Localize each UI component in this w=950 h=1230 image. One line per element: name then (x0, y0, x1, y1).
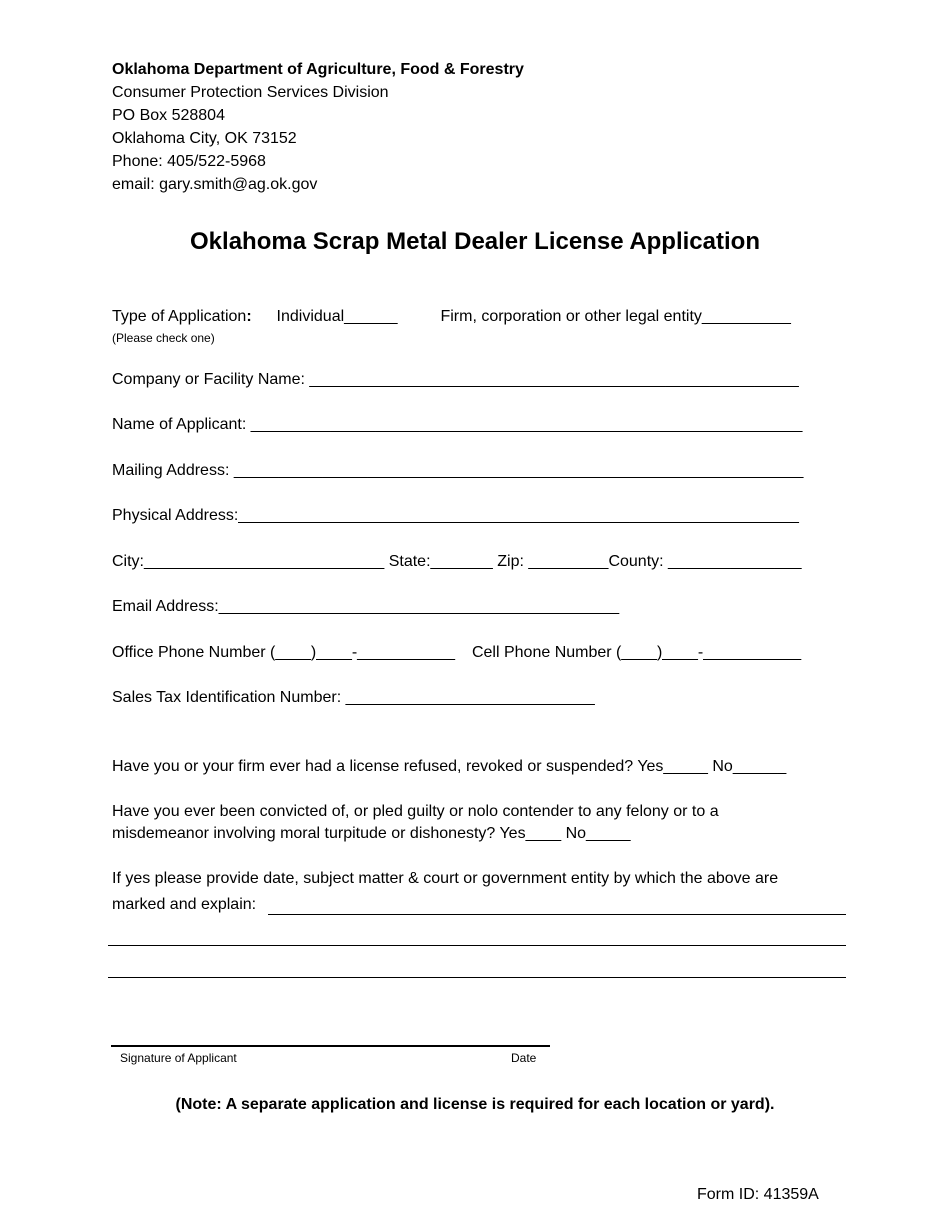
type-individual-field[interactable]: Individual______ (276, 308, 398, 325)
company-name-field[interactable]: Company or Facility Name: _______________________________________________________ (112, 371, 799, 388)
agency-email: email: gary.smith@ag.ok.gov (112, 176, 318, 193)
explain-input-line-1[interactable] (268, 914, 846, 915)
explain-input-line-3[interactable] (108, 977, 846, 978)
email-address-field[interactable]: Email Address:_____________________________________________ (112, 598, 620, 615)
physical-address-field[interactable]: Physical Address:_______________________________________________________________ (112, 507, 799, 524)
agency-header (112, 58, 524, 196)
type-hint: (Please check one) (112, 331, 215, 345)
office-phone-field[interactable]: Office Phone Number (____)____-___________ (112, 644, 456, 661)
explain-instruction-line2: marked and explain: (112, 896, 257, 913)
agency-pobox: PO Box 528804 (112, 107, 225, 124)
agency-city: Oklahoma City, OK 73152 (112, 130, 297, 147)
agency-phone: Phone: 405/522-5968 (112, 153, 266, 170)
explain-instruction-line1: If yes please provide date, subject matter & court or government entity by which the above are (112, 870, 779, 887)
explain-input-line-2[interactable] (108, 945, 846, 946)
signature-label: Signature of Applicant (120, 1051, 237, 1065)
agency-name: Oklahoma Department of Agriculture, Food & Forestry (112, 61, 524, 78)
mailing-address-field[interactable]: Mailing Address: ________________________________________________________________ (112, 462, 804, 479)
date-label: Date (511, 1051, 537, 1065)
type-colon: : (246, 308, 252, 325)
type-of-application-row (112, 308, 791, 326)
cell-phone-field[interactable]: Cell Phone Number (____)____-___________ (471, 644, 802, 661)
conviction-question-line1: Have you ever been convicted of, or pled guilty or nolo contender to any felony or to a (112, 803, 719, 820)
license-refused-question[interactable]: Have you or your firm ever had a license refused, revoked or suspended? Yes_____ No______ (112, 758, 787, 775)
form-id: Form ID: 41359A (697, 1186, 819, 1203)
agency-division: Consumer Protection Services Division (112, 84, 389, 101)
type-label: Type of Application (112, 308, 247, 325)
sales-tax-id-field[interactable]: Sales Tax Identification Number: ____________________________ (112, 689, 595, 706)
applicant-name-field[interactable]: Name of Applicant: ______________________________________________________________ (112, 416, 803, 433)
phone-row (112, 644, 801, 662)
conviction-question-line2[interactable]: misdemeanor involving moral turpitude or dishonesty? Yes____ No_____ (112, 825, 631, 842)
form-title: Oklahoma Scrap Metal Dealer License Application (190, 228, 760, 255)
location-note: (Note: A separate application and license is required for each location or yard). (175, 1096, 775, 1113)
city-state-zip-county-field[interactable]: City:___________________________ State:_______ Zip: _________County: _______________ (112, 553, 802, 570)
type-firm-field[interactable]: Firm, corporation or other legal entity__________ (440, 308, 791, 325)
signature-line[interactable] (111, 1045, 550, 1047)
